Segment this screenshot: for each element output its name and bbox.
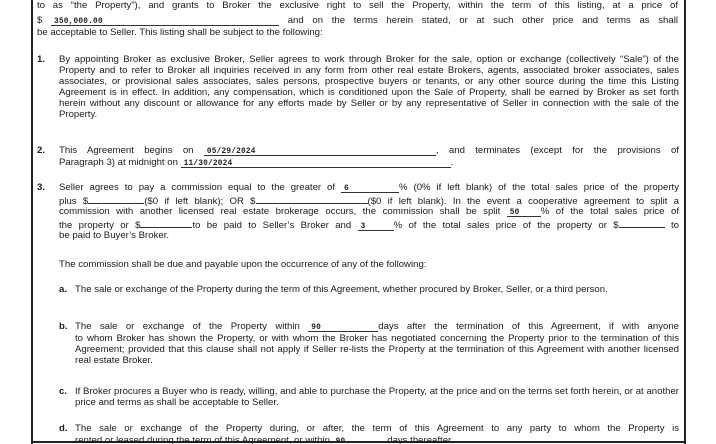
item-a-label: a.	[59, 284, 68, 295]
alternate-fee-field[interactable]	[256, 194, 368, 204]
section-3-number: 3.	[37, 182, 46, 193]
split-percent-field[interactable]: 50	[507, 207, 541, 217]
item-c-text: If Broker procures a Buyer who is ready, willing, and able to purchase the Property, at the price and on the terms set forth herein, or at another price and terms as shall be acceptable to Seller.	[75, 386, 679, 408]
item-b-line-1: The sale or exchange of the Property within 90 days after the termination of this Agreement, if with anyone	[75, 321, 679, 332]
section-1-number: 1.	[37, 54, 46, 65]
section-3-line-1: Seller agrees to pay a commission equal to the greater of 6 % (0% if left blank) of the total sales price of the property	[59, 182, 679, 193]
item-d-line-1: The sale or exchange of the Property during, or after, the term of this Agreement to any party to whom the Property is	[75, 423, 679, 434]
section-2-number: 2.	[37, 145, 46, 156]
lease-days-field[interactable]: 90	[333, 436, 385, 444]
seller-broker-amount-field[interactable]	[140, 218, 192, 228]
section-3-line-2: plus $ ($0 if left blank); OR $ ($0 if left blank). In the event a cooperative agreement to split a	[59, 196, 679, 207]
item-b-text: to whom Broker has shown the Property, or with whom the Broker has negotiated concerning the Property prior to the termination of this Agreement; provided that this clause shall not apply if Seller re-lists the Property at the termination of this Agreement with another licensed real estate Broker.	[75, 333, 679, 366]
item-b-label: b.	[59, 321, 68, 332]
section-3-line-3: commission with another licensed real estate brokerage occurs, the commission shall be split 50 % of the total sales price of	[59, 206, 680, 217]
section-3-line-4: the property or $ to be paid to Seller’s Broker and 3 % of the total sales price of the property or $ to	[59, 220, 680, 231]
price-field[interactable]: 350,000.00	[51, 16, 279, 26]
section-1-text: By appointing Broker as exclusive Broker, Seller agrees to work through Broker for the sale, option or exchange (collectively “Sale”) of the Property and to refer to Broker all inquiries received in any form from other real estate Brokers, agents, associated broker associates, sales associates, or provisional sales associates, sales persons, prospective buyers or tenants, or any other source during the time this Listing Agreement is in effect. In addition, any compensation, which is conditioned upon the Sale of Property, shall be earned by Broker as set forth herein without any discount or allowance for any efforts made by Seller or by any representative of Seller in connection with the sale of the Property.	[59, 54, 679, 120]
item-c-label: c.	[59, 386, 68, 397]
intro-line-3: be acceptable to Seller. This listing shall be subject to the following:	[37, 27, 323, 38]
buyer-broker-percent-field[interactable]: 3	[358, 221, 394, 231]
section-2-line-1: This Agreement begins on 05/29/2024 , and terminates (except for the provisions of	[59, 145, 679, 156]
intro-line-1: to as “the Property”), and grants to Broker the exclusive right to sell the Property, within the term of this listing, at a price of	[37, 0, 678, 11]
section-3-line-5: be paid to Buyer’s Broker.	[59, 230, 170, 241]
item-d-label: d.	[59, 423, 68, 434]
commission-percent-field[interactable]: 6	[341, 183, 399, 193]
section-2-line-2: Paragraph 3) at midnight on 11/30/2024 .	[59, 157, 454, 168]
page-border-right	[684, 0, 686, 444]
commission-due-text: The commission shall be due and payable upon the occurrence of any of the following:	[59, 259, 427, 270]
days-after-termination-field[interactable]: 90	[308, 322, 378, 332]
intro-line-2: $ 350,000.00 and on the terms herein stated, or at such other price and terms as shall	[37, 15, 678, 26]
flat-fee-field[interactable]	[88, 194, 144, 204]
page-border-left	[31, 0, 33, 444]
buyer-broker-amount-field[interactable]	[619, 218, 665, 228]
item-d-line-2: rented or leased during the term of this Agreement, or within 90 days thereafter.	[75, 435, 454, 444]
end-date-field[interactable]: 11/30/2024	[181, 158, 451, 168]
begin-date-field[interactable]: 05/29/2024	[204, 146, 436, 156]
item-a-text: The sale or exchange of the Property during the term of this Agreement, whether procured by Broker, Seller, or a third person.	[75, 284, 608, 295]
